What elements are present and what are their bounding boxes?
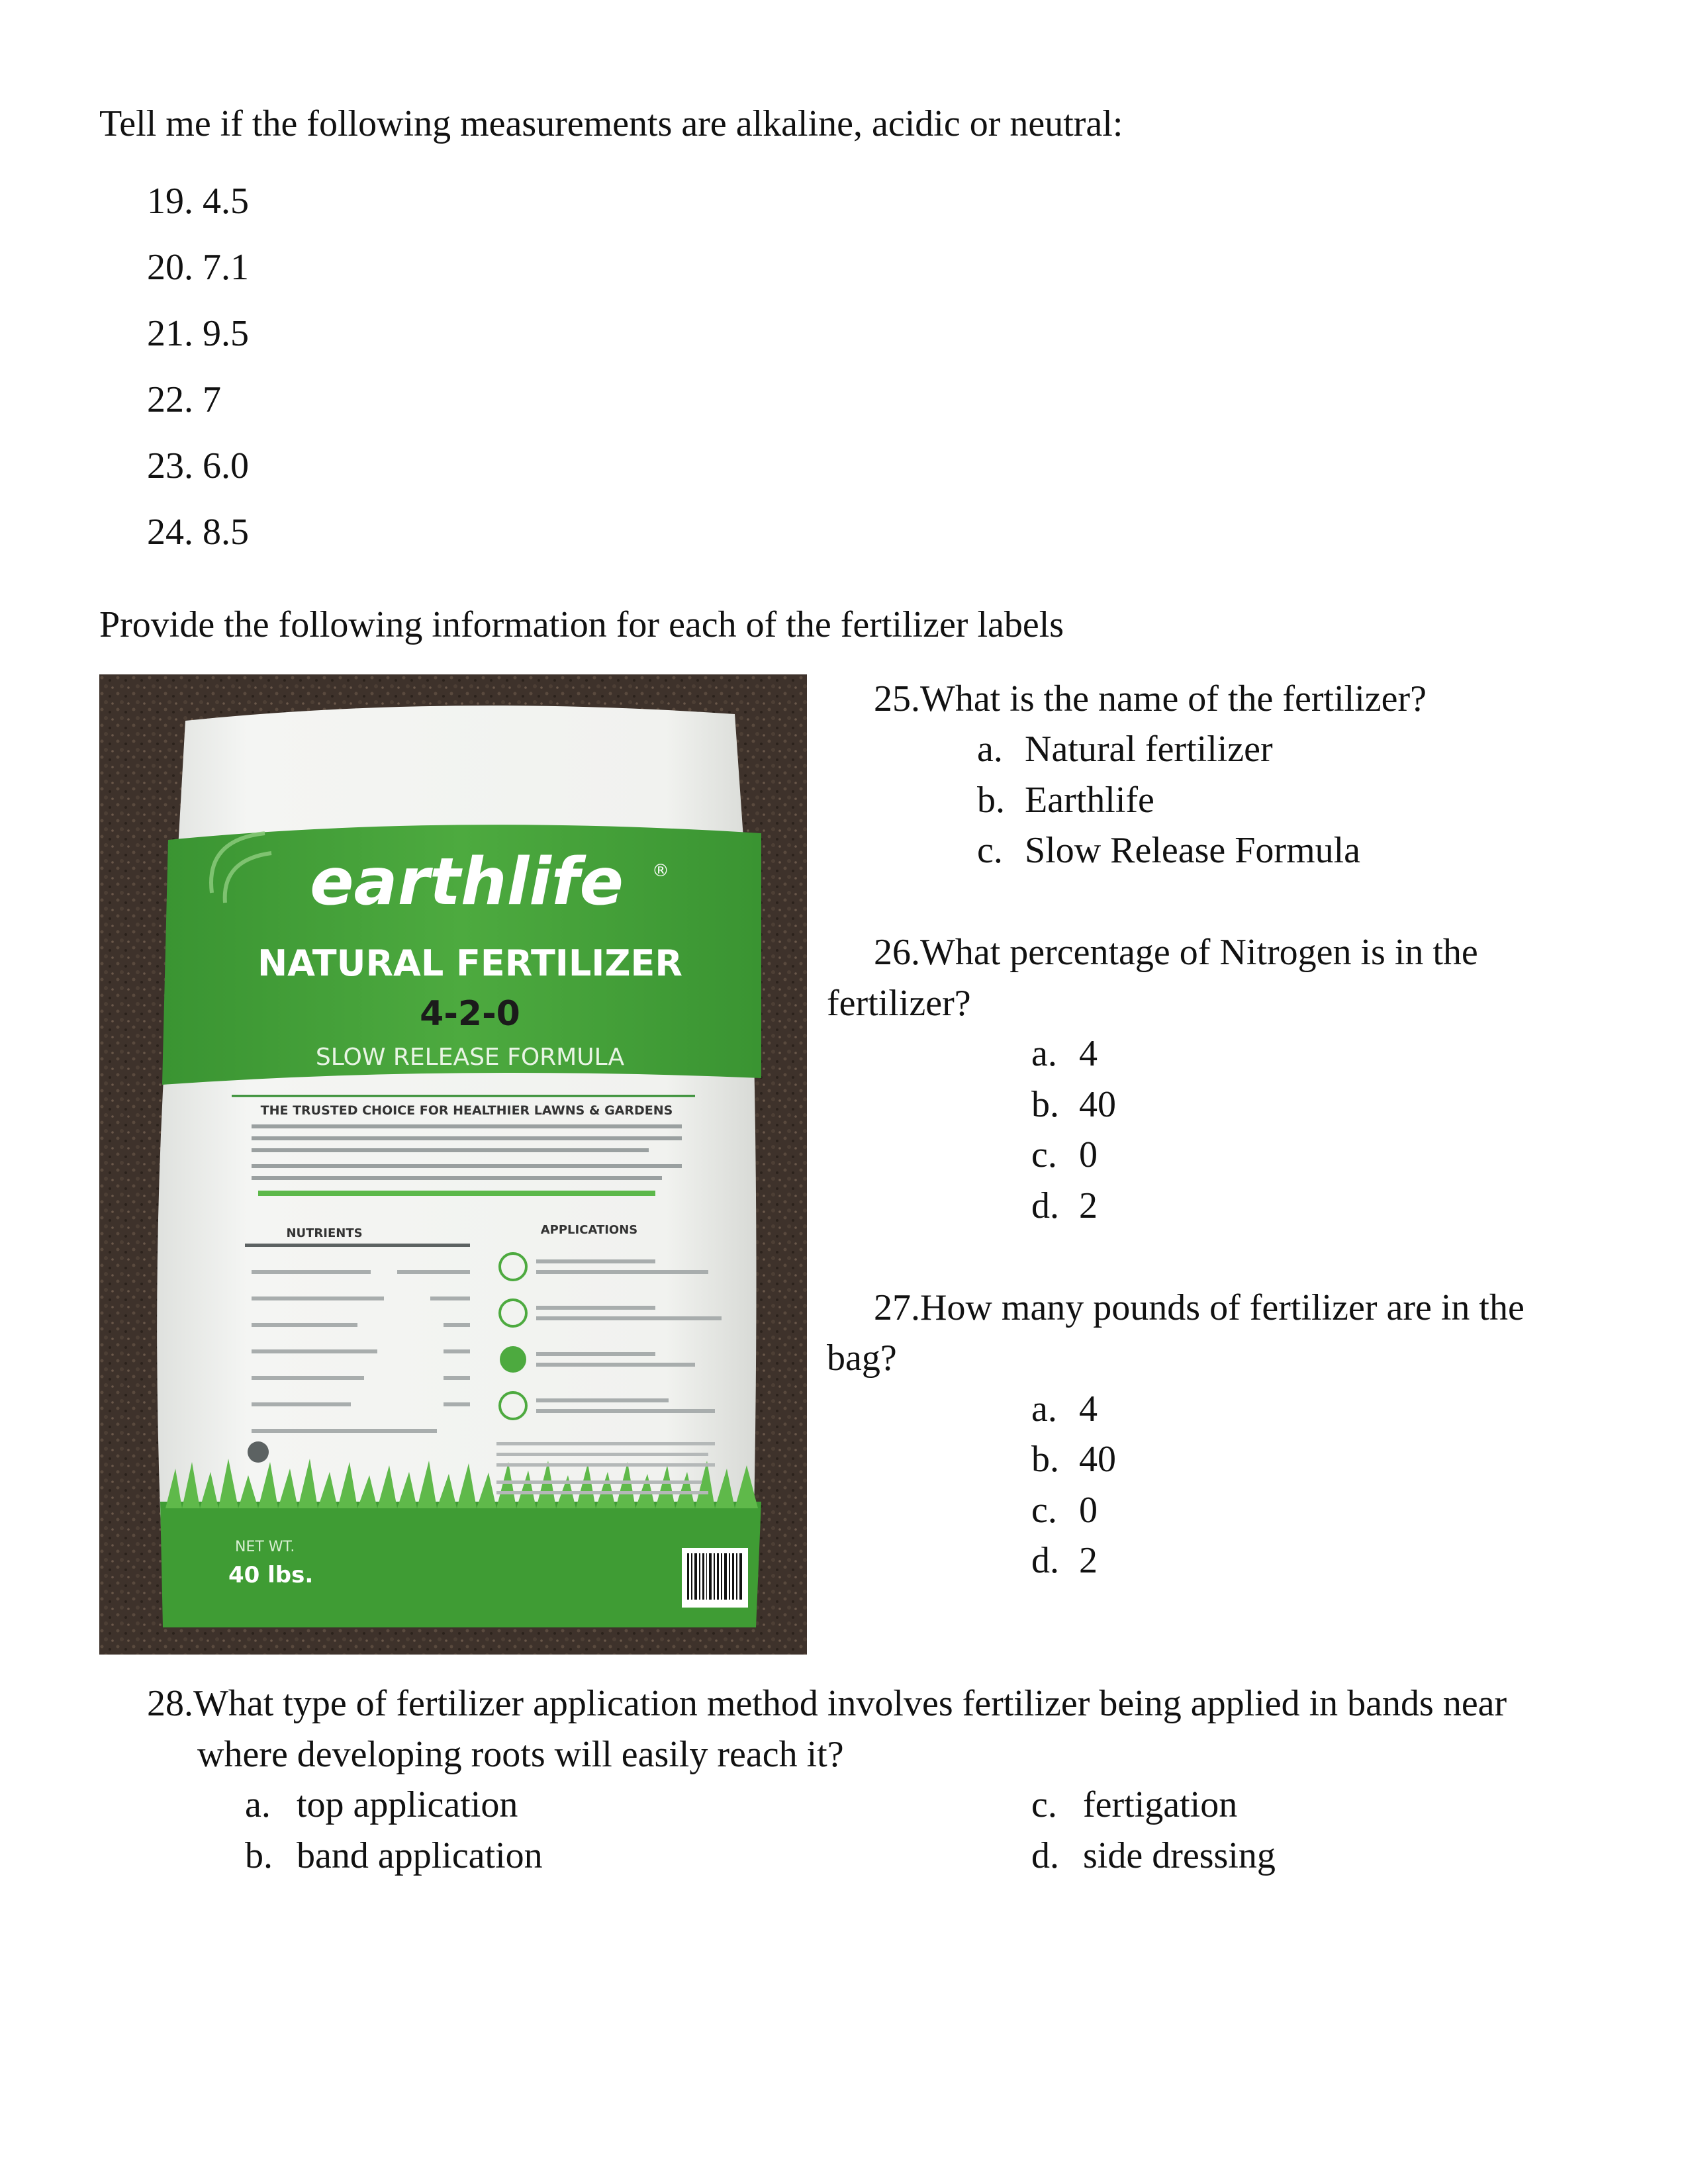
question-22 — [147, 378, 221, 422]
applications-heading: APPLICATIONS — [540, 1223, 638, 1237]
net-weight-value: 40 lbs. — [228, 1562, 314, 1588]
q28-option-a — [245, 1783, 518, 1827]
option-text: 40 — [1079, 1439, 1116, 1480]
question-text: How many pounds of fertilizer are in the — [920, 1287, 1524, 1328]
option-text: band application — [297, 1835, 543, 1876]
question-26-continued: fertilizer? — [827, 983, 971, 1024]
question-number: 26. — [874, 932, 920, 973]
fertilizer-bag-photo — [99, 674, 807, 1655]
option-letter: b. — [245, 1835, 273, 1876]
question-28-continued: where developing roots will easily reach it? — [197, 1734, 844, 1775]
q27-option-a — [1031, 1387, 1098, 1432]
q26-option-b — [1031, 1083, 1116, 1127]
q25-option-b — [977, 778, 1154, 823]
q28-option-c — [1031, 1783, 1237, 1827]
question-19 — [147, 179, 249, 224]
question-number: 21. — [147, 313, 193, 354]
question-20 — [147, 246, 249, 290]
option-letter: d. — [1031, 1540, 1059, 1581]
pest-symbol-icon — [248, 1441, 269, 1463]
option-letter: a. — [977, 729, 1003, 770]
option-text: 0 — [1079, 1134, 1098, 1175]
option-text: 4 — [1079, 1388, 1098, 1430]
option-letter: d. — [1031, 1835, 1059, 1876]
option-text: Earthlife — [1025, 780, 1154, 821]
bag-green-tagline-bar — [258, 1191, 655, 1196]
option-text: 40 — [1079, 1084, 1116, 1125]
option-text: Natural fertilizer — [1025, 729, 1273, 770]
instructions-ph: Tell me if the following measurements are alkaline, acidic or neutral: — [99, 103, 1123, 144]
question-21 — [147, 312, 249, 356]
question-25 — [874, 677, 1427, 721]
option-letter: b. — [977, 780, 1005, 821]
question-26 — [874, 931, 1478, 975]
option-letter: b. — [1031, 1439, 1059, 1480]
question-24 — [147, 510, 249, 555]
option-text: Slow Release Formula — [1025, 830, 1361, 871]
question-28 — [147, 1682, 1507, 1726]
q25-option-c — [977, 829, 1360, 873]
q26-option-a — [1031, 1032, 1098, 1076]
ph-value: 7 — [203, 379, 221, 420]
question-number: 20. — [147, 247, 193, 288]
ph-value: 4.5 — [203, 181, 249, 222]
q25-option-a — [977, 727, 1273, 772]
q26-option-d — [1031, 1184, 1098, 1228]
q27-option-b — [1031, 1437, 1116, 1482]
option-letter: c. — [977, 830, 1003, 871]
option-text: 4 — [1079, 1033, 1098, 1074]
option-letter: b. — [1031, 1084, 1059, 1125]
ph-value: 8.5 — [203, 512, 249, 553]
question-number: 22. — [147, 379, 193, 420]
q27-option-c — [1031, 1488, 1098, 1533]
question-number: 19. — [147, 181, 193, 222]
ph-value: 9.5 — [203, 313, 249, 354]
question-text: What percentage of Nitrogen is in the — [920, 932, 1478, 973]
bag-formula: SLOW RELEASE FORMULA — [315, 1044, 625, 1071]
option-letter: c. — [1031, 1134, 1057, 1175]
option-text: top application — [297, 1784, 518, 1825]
question-27-continued: bag? — [827, 1338, 897, 1379]
section-heading-fertilizer: Provide the following information for each of the fertilizer labels — [99, 604, 1064, 645]
registered-mark: ® — [652, 861, 669, 881]
option-letter: c. — [1031, 1784, 1057, 1825]
q28-option-d — [1031, 1834, 1276, 1878]
option-letter: c. — [1031, 1490, 1057, 1531]
question-number: 25. — [874, 678, 920, 719]
option-text: 2 — [1079, 1185, 1098, 1226]
ph-value: 7.1 — [203, 247, 249, 288]
option-letter: d. — [1031, 1185, 1059, 1226]
bag-npk-ratio: 4-2-0 — [420, 994, 520, 1034]
question-number: 24. — [147, 512, 193, 553]
option-text: fertigation — [1083, 1784, 1238, 1825]
question-27 — [874, 1286, 1524, 1330]
q28-option-b — [245, 1834, 543, 1878]
question-number: 23. — [147, 445, 193, 486]
option-text: 0 — [1079, 1490, 1098, 1531]
question-text: What type of fertilizer application method involves fertilizer being applied in bands near — [193, 1683, 1507, 1724]
option-text: 2 — [1079, 1540, 1098, 1581]
option-letter: a. — [1031, 1033, 1057, 1074]
net-weight-label: NET WT. — [235, 1539, 295, 1555]
q27-option-d — [1031, 1539, 1098, 1583]
nutrients-heading: NUTRIENTS — [286, 1226, 363, 1240]
question-number: 27. — [874, 1287, 920, 1328]
option-letter: a. — [1031, 1388, 1057, 1430]
ph-value: 6.0 — [203, 445, 249, 486]
question-23 — [147, 444, 249, 488]
question-text: What is the name of the fertilizer? — [920, 678, 1427, 719]
question-number: 28. — [147, 1683, 193, 1724]
option-text: side dressing — [1083, 1835, 1276, 1876]
option-letter: a. — [245, 1784, 271, 1825]
bag-tagline: THE TRUSTED CHOICE FOR HEALTHIER LAWNS & GARDENS — [260, 1103, 673, 1118]
bag-product-name: NATURAL FERTILIZER — [257, 942, 683, 984]
barcode-icon — [682, 1548, 748, 1608]
q26-option-c — [1031, 1133, 1098, 1177]
bag-brand: earthlife — [310, 844, 624, 920]
